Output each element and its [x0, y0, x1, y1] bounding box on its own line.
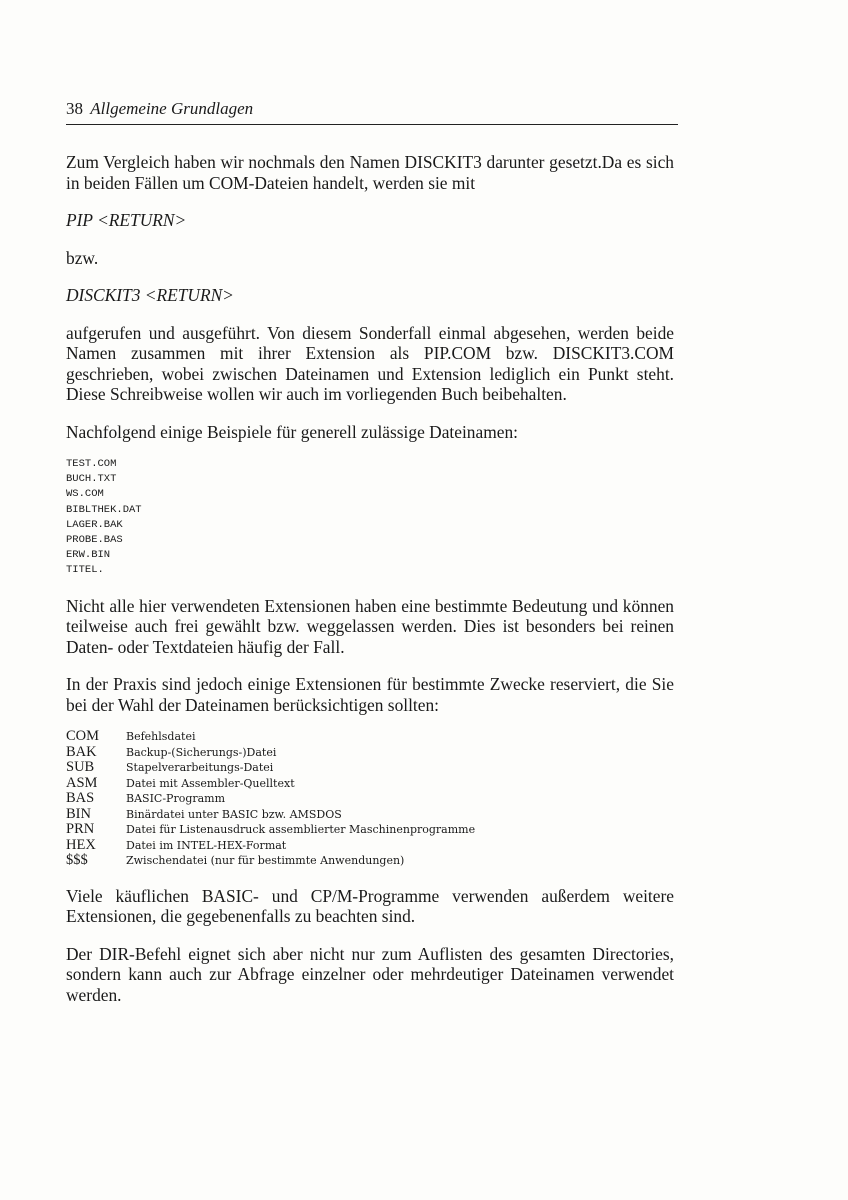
table-row — [66, 729, 475, 745]
table-row — [66, 745, 475, 761]
filename-item: PROBE.BAS — [66, 534, 123, 547]
table-row — [66, 853, 475, 869]
extension-code: SUB — [66, 759, 95, 776]
extension-code: PRN — [66, 821, 95, 838]
command-disckit: DISCKIT3 <RETURN> — [66, 285, 234, 305]
extension-description: Zwischendatei (nur für bestimmte Anwendungen) — [126, 854, 405, 868]
running-header — [66, 98, 678, 125]
extension-code: BAK — [66, 743, 97, 760]
filename-item: TITEL. — [66, 564, 104, 577]
extension-code: COM — [66, 728, 100, 745]
filename-item: ERW.BIN — [66, 549, 111, 562]
table-row — [66, 791, 475, 807]
text-bzw: bzw. — [66, 247, 99, 268]
paragraph-examples-intro: Nachfolgend einige Beispiele für generell zulässige Dateinamen: — [66, 421, 518, 442]
extension-description: Datei für Listenausdruck assemblierter Maschinenprogramme — [126, 823, 476, 837]
paragraph-intro: Zum Vergleich haben wir nochmals den Namen DISCKIT3 darunter gesetzt.Da es sich in beiden Fällen um COM-Dateien handelt, werden sie mit — [66, 152, 674, 193]
extension-code: ASM — [66, 774, 98, 791]
extension-description: Binärdatei unter BASIC bzw. AMSDOS — [126, 807, 342, 821]
extension-description: Stapelverarbeitungs-Datei — [126, 761, 274, 775]
table-row — [66, 760, 475, 776]
chapter-title: Allgemeine Grundlagen — [90, 99, 254, 118]
paragraph-dir-command: Der DIR-Befehl eignet sich aber nicht nur zum Auflisten des gesamten Directories, sondern kann auch zur Abfrage einzelner oder mehrdeutiger Dateinamen verwendet werden. — [66, 943, 674, 1005]
table-row — [66, 776, 475, 792]
filename-item: BIBLTHEK.DAT — [66, 503, 142, 516]
table-row — [66, 822, 475, 838]
filename-item: WS.COM — [66, 488, 104, 501]
extension-description: Datei im INTEL-HEX-Format — [126, 838, 287, 852]
extension-code: BIN — [66, 805, 91, 822]
extension-description: Befehlsdatei — [126, 730, 196, 744]
paragraph-reserved-intro: In der Praxis sind jedoch einige Extensionen für bestimmte Zwecke reserviert, die Sie bei der Wahl der Dateinamen berücksichtigen sollten: — [66, 674, 674, 715]
paragraph-extensions-optional: Nicht alle hier verwendeten Extensionen haben eine bestimmte Bedeutung und können teilweise auch frei gewählt bzw. weggelassen werden. Dies ist besonders bei reinen Daten- oder Textdateien häufig der Fall. — [66, 595, 674, 657]
filename-item: BUCH.TXT — [66, 473, 117, 486]
filename-examples — [66, 457, 674, 579]
page-body — [66, 152, 674, 1005]
page-number: 38 — [66, 99, 83, 118]
extension-code: BAS — [66, 790, 95, 807]
extension-code: $$$ — [66, 852, 88, 869]
extension-description: Datei mit Assembler-Quelltext — [126, 776, 295, 790]
filename-item: LAGER.BAK — [66, 518, 123, 531]
command-pip: PIP <RETURN> — [66, 210, 187, 230]
paragraph-extension-notation: aufgerufen und ausgeführt. Von diesem Sonderfall einmal abgesehen, werden beide Namen zusammen mit ihrer Extension als PIP.COM bzw. DISCKIT3.COM geschrieben, wobei zwischen Dateinamen und Extension lediglich ein Punkt steht. Diese Schreibweise wollen wir auch im vorliegenden Buch beibehalten. — [66, 322, 674, 404]
extension-description: BASIC-Programm — [126, 792, 226, 806]
table-row — [66, 838, 475, 854]
filename-item: TEST.COM — [66, 458, 117, 470]
paragraph-other-extensions: Viele käuflichen BASIC- und CP/M-Programme verwenden außerdem weitere Extensionen, die gegebenenfalls zu beachten sind. — [66, 885, 674, 927]
extension-description: Backup-(Sicherungs-)Datei — [126, 745, 277, 759]
extension-code: HEX — [66, 836, 96, 853]
table-row — [66, 807, 475, 823]
extensions-table — [66, 729, 475, 869]
